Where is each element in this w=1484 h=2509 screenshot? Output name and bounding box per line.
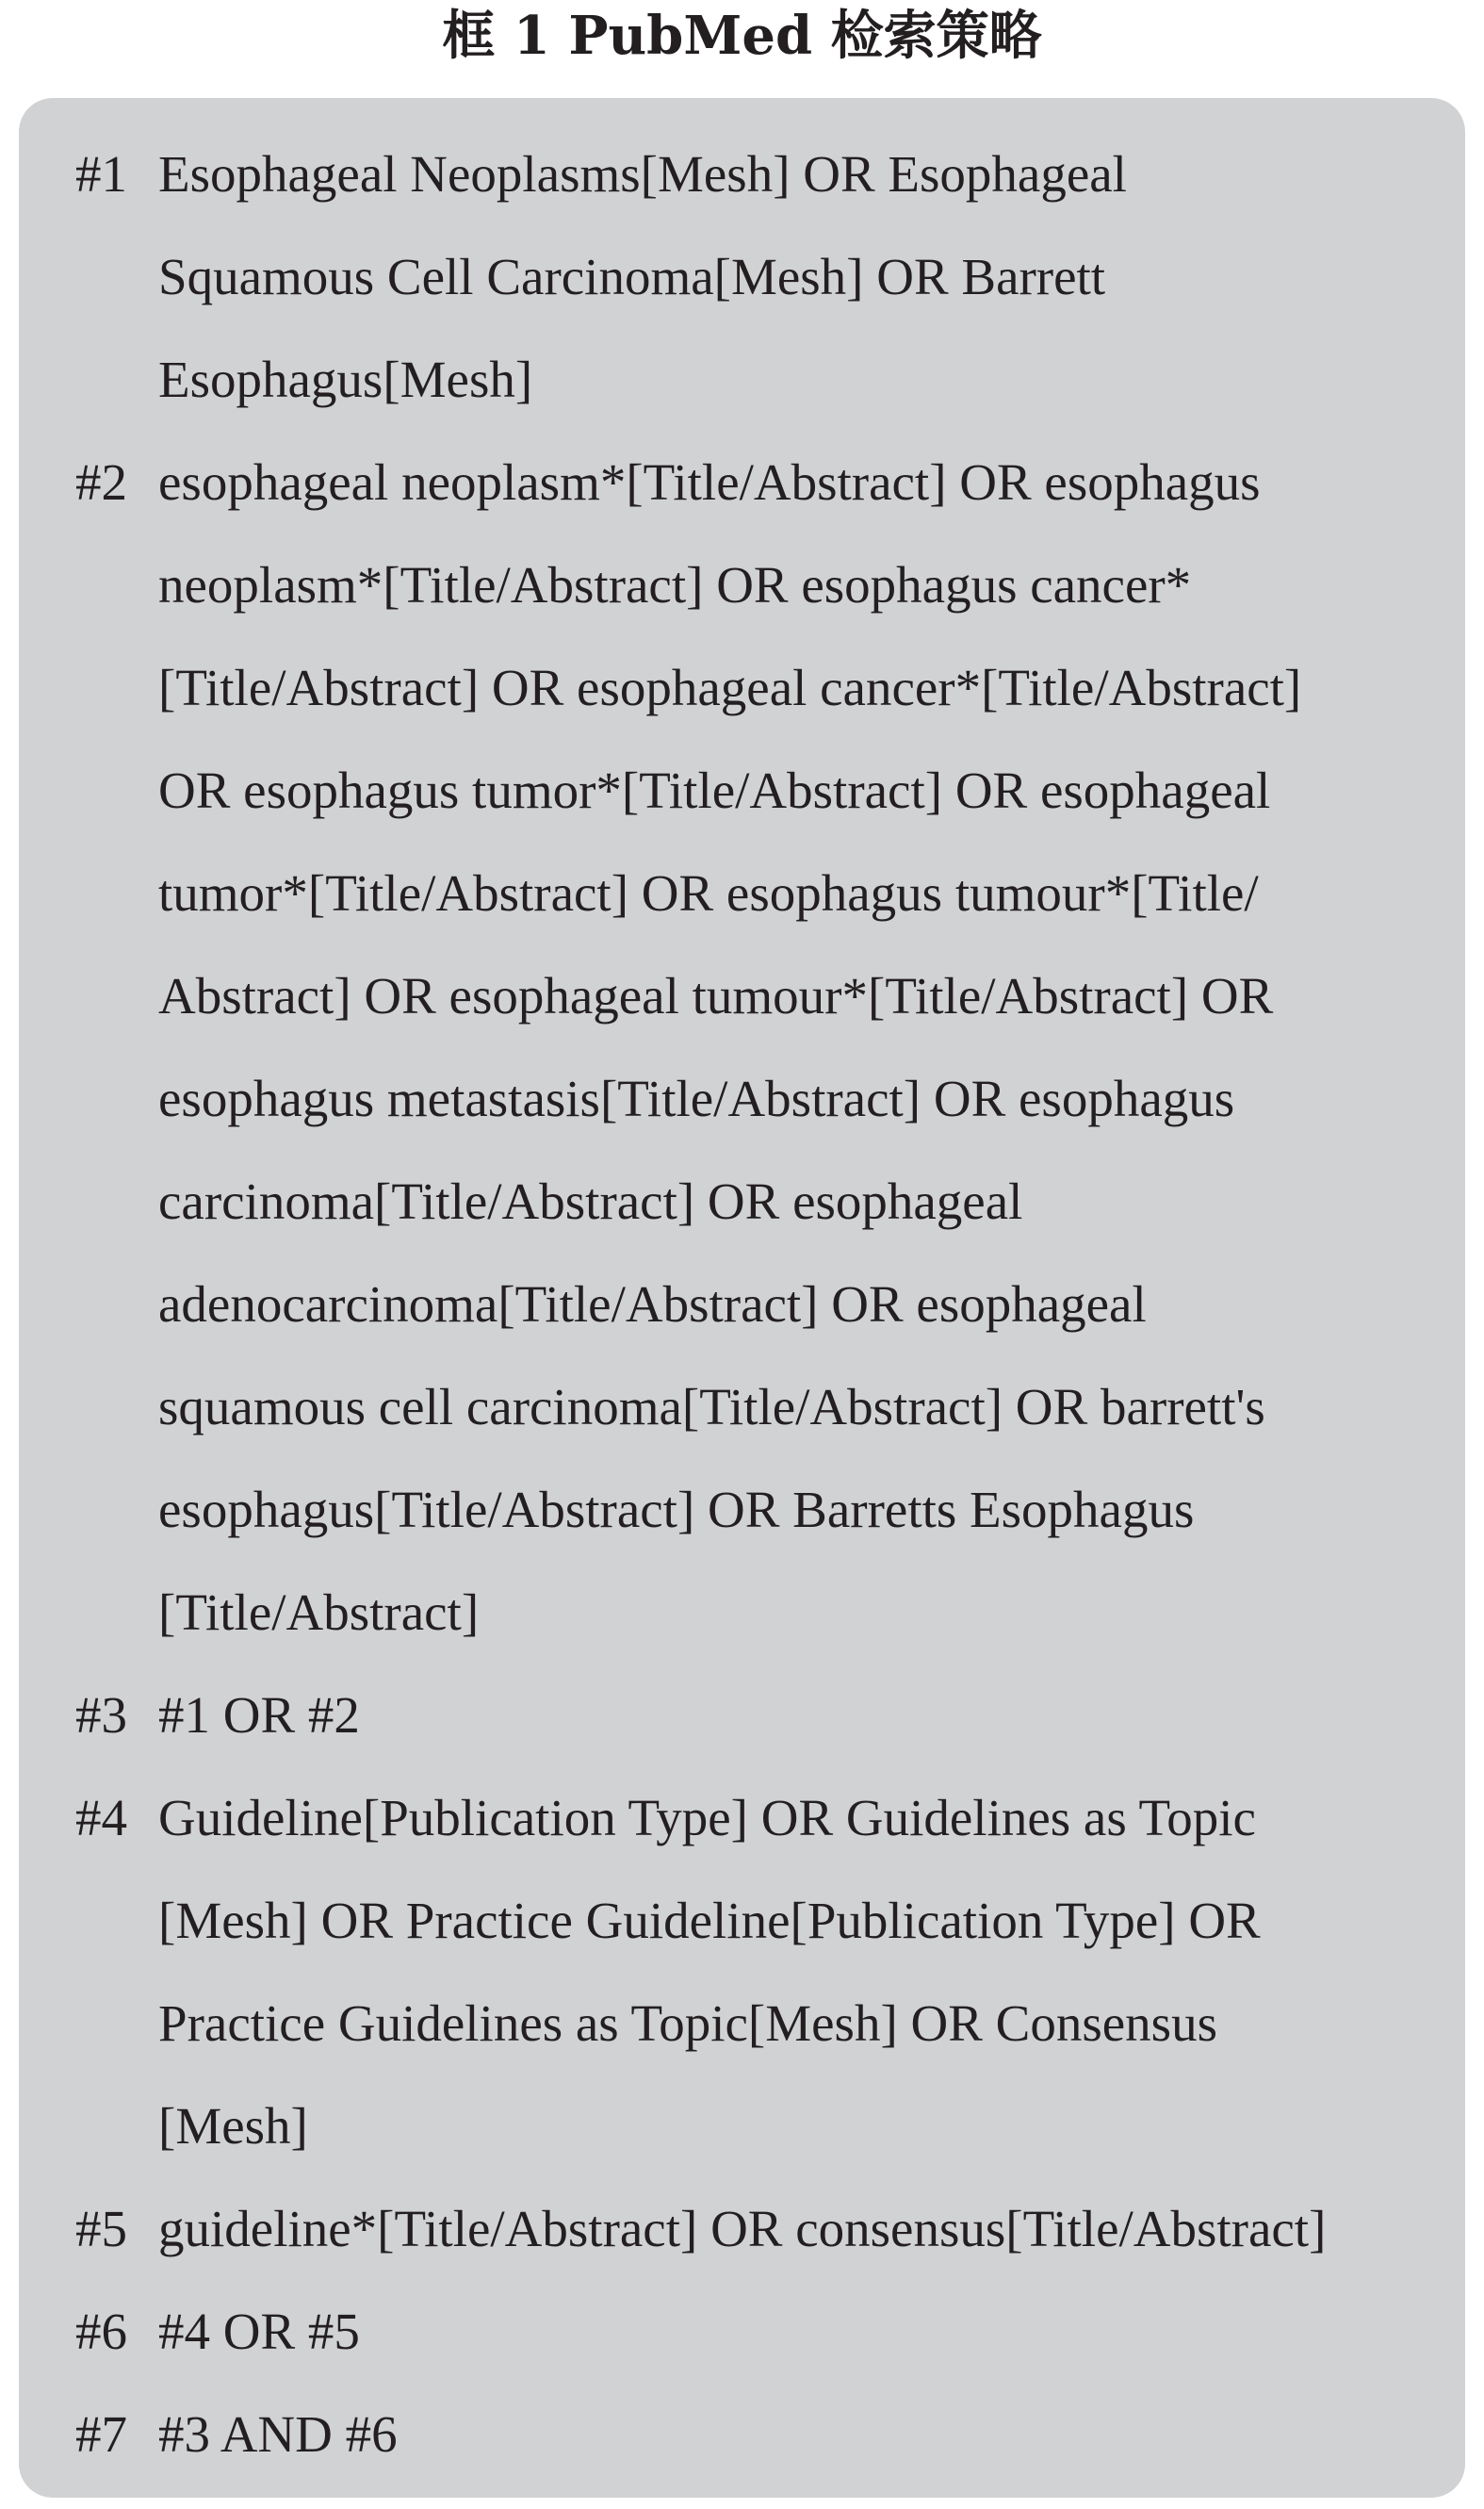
search-entry-3 — [0, 1664, 1484, 1766]
entry-query — [158, 2383, 1484, 2485]
query-line: OR esophagus tumor*[Title/Abstract] OR esophageal — [158, 762, 1271, 819]
query-line: #1 OR #2 — [158, 1686, 360, 1744]
query-line: #3 AND #6 — [158, 2405, 398, 2463]
query-line: Guideline[Publication Type] OR Guidelines as Topic — [158, 1789, 1256, 1846]
entry-number: #2 — [75, 453, 127, 511]
entry-query — [158, 2280, 1484, 2383]
query-line: [Mesh] OR Practice Guideline[Publication Type] OR — [158, 1892, 1261, 1949]
search-entry-2 — [0, 431, 1484, 1664]
entry-query — [158, 123, 1484, 431]
query-line: adenocarcinoma[Title/Abstract] OR esophageal — [158, 1275, 1147, 1333]
query-line: [Mesh] — [158, 2097, 308, 2155]
search-entry-6 — [0, 2280, 1484, 2383]
query-line: neoplasm*[Title/Abstract] OR esophagus cancer* — [158, 556, 1192, 614]
query-line: esophageal neoplasm*[Title/Abstract] OR esophagus — [158, 453, 1261, 511]
entry-query — [158, 431, 1484, 1664]
entry-number: #3 — [75, 1686, 127, 1744]
query-line: carcinoma[Title/Abstract] OR esophageal — [158, 1173, 1023, 1230]
query-line: esophagus[Title/Abstract] OR Barretts Esophagus — [158, 1481, 1195, 1538]
search-entry-1 — [0, 123, 1484, 431]
search-entry-7 — [0, 2383, 1484, 2485]
search-strategy-list — [0, 123, 1484, 2485]
query-line: Abstract] OR esophageal tumour*[Title/Abstract] OR — [158, 967, 1274, 1025]
entry-query — [158, 2177, 1484, 2280]
query-line: [Title/Abstract] — [158, 1583, 480, 1641]
query-line: Esophagus[Mesh] — [158, 351, 533, 408]
entry-number: #7 — [75, 2405, 127, 2463]
entry-number: #1 — [75, 145, 127, 203]
query-line: #4 OR #5 — [158, 2303, 360, 2360]
entry-number: #6 — [75, 2303, 127, 2360]
query-line: esophagus metastasis[Title/Abstract] OR esophagus — [158, 1070, 1235, 1127]
query-line: tumor*[Title/Abstract] OR esophagus tumour*[Title/ — [158, 864, 1259, 922]
box-title: 框 1 PubMed 检索策略 — [442, 5, 1042, 67]
query-line: guideline*[Title/Abstract] OR consensus[Title/Abstract] — [158, 2200, 1327, 2257]
entry-query — [158, 1664, 1484, 1766]
query-line: [Title/Abstract] OR esophageal cancer*[Title/Abstract] — [158, 659, 1302, 716]
search-entry-5 — [0, 2177, 1484, 2280]
query-line: Practice Guidelines as Topic[Mesh] OR Consensus — [158, 1994, 1217, 2052]
entry-number: #4 — [75, 1789, 127, 1846]
entry-number: #5 — [75, 2200, 127, 2257]
query-line: Squamous Cell Carcinoma[Mesh] OR Barrett — [158, 248, 1106, 305]
search-entry-4 — [0, 1766, 1484, 2177]
query-line: Esophageal Neoplasms[Mesh] OR Esophageal — [158, 145, 1127, 203]
entry-query — [158, 1766, 1484, 2177]
query-line: squamous cell carcinoma[Title/Abstract] OR barrett's — [158, 1378, 1265, 1435]
